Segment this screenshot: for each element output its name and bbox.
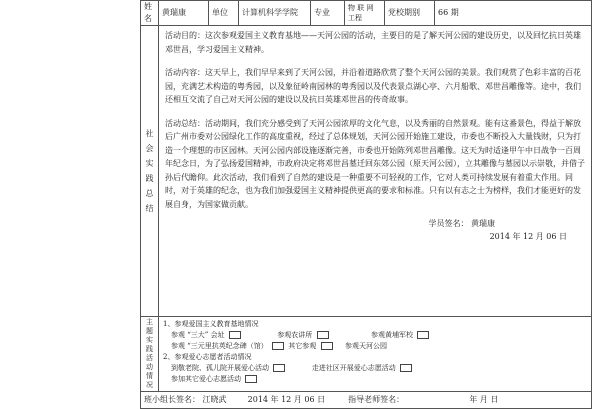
opt-sanyuanli-checkbox[interactable] <box>272 342 284 350</box>
teacher-label: 指导老师签名： <box>348 395 405 404</box>
leader-label: 班小组长签名： <box>144 395 200 404</box>
teacher-date: 年 月 日 <box>469 395 499 404</box>
item2-options-row2 <box>163 374 587 385</box>
section-char: 总 <box>145 189 154 198</box>
item2-title: 2、参观爱心志愿者活动情况 <box>163 353 252 361</box>
opt-nongjiang-label: 参观农讲所 <box>277 331 313 339</box>
leader-date: 2014 年 12 月 06 日 <box>247 395 326 404</box>
footer-cell <box>141 392 592 409</box>
theme-row <box>141 317 592 392</box>
opt-other-label: 其它参观 <box>288 342 317 350</box>
opt-sanda-label: 参观 “三大” 会址 <box>171 331 225 339</box>
section-char: 结 <box>145 204 154 213</box>
opt-sanda-checkbox[interactable] <box>229 331 241 339</box>
section-char: 践 <box>145 174 154 183</box>
opt-community-label: 走进社区开展爱心志愿活动 <box>311 364 396 372</box>
theme-char: 践 <box>146 345 153 353</box>
opt-huangpu-checkbox[interactable] <box>417 331 429 339</box>
content-paragraph: 活动内容：这天早上，我们早早来到了天河公园，并沿着道路欣赏了整个天河公园的美景。我们观赏了色彩丰富的百花园，充满艺术构造的粤秀园，以及象征岭南园林的粤秀园以及代表景点湖心亭、六月船歌、邓世昌雕像等。途中，我们还相互交流了自己对天河公园的建设以及抗日英雄邓世昌的传奇故事。 <box>165 68 581 104</box>
section-char: 实 <box>145 159 154 168</box>
section-char: 社 <box>145 129 154 138</box>
opt-elderly-label: 到敬老院、孤儿院开展爱心活动 <box>171 364 269 372</box>
opt-sanyuanli-label: 参观 “三元里抗英纪念碑（馆） <box>171 342 268 350</box>
leader-name: 江晓武 <box>202 395 227 404</box>
item1-options-row1 <box>163 330 587 341</box>
major-label: 专业 <box>311 1 345 26</box>
summary-paragraph: 活动总结：活动期间，我们充分感受到了天河公园浓厚的文化气息，以及秀丽的自然景观。能有这番景色，得益于解放后广州市委对公园绿化工作的高度重视，经过了总体规划，天河公园开始施工建设，市委也不断投入大量钱财，只为打造一个理想的市区园林。天河公园内部设施逐渐完善，市委也开始陈列邓世昌雕像。这天为时适逢甲午中日战争一百周年纪念日，为了弘扬爱国精神，市政府决定将邓世昌墓迁回东郊公园（原天河公园），立其雕像与墓园以示崇敬，并借子孙后代瞻仰。此次活动，我们看到了自然的建设是一种重要不可轻视的工作，它对人类可持续发展有着重大作用。同时，对于英雄的纪念，也为我们加强爱国主义精神提供更高的要求和标准。只有以有志之士为榜样，我们才能更好的发展自身，为国家做贡献。 <box>165 118 585 209</box>
theme-section-label <box>141 317 159 392</box>
unit-value: 计算机科学学院 <box>239 1 311 26</box>
opt-other-volunteer-checkbox[interactable] <box>245 375 257 383</box>
opt-huangpu-label: 参观黄埔军校 <box>371 331 414 339</box>
theme-char: 实 <box>146 336 153 344</box>
theme-char: 况 <box>146 381 153 389</box>
item1-options-row2 <box>163 341 587 352</box>
theme-char: 情 <box>146 372 153 380</box>
theme-char: 题 <box>146 327 153 335</box>
opt-community-checkbox[interactable] <box>400 364 412 372</box>
practice-report-sheet <box>140 0 591 404</box>
signature-date: 2014 年 12 月 06 日 <box>489 232 567 241</box>
report-body <box>159 26 592 317</box>
term-label: 党校期别 <box>385 1 435 26</box>
opt-nongjiang-checkbox[interactable] <box>317 331 329 339</box>
opt-elderly-checkbox[interactable] <box>273 364 285 372</box>
theme-content <box>159 317 592 392</box>
summary-row <box>141 26 592 317</box>
section-char: 会 <box>145 144 154 153</box>
opt-tianhe-label: 参观天河公园 <box>344 342 387 350</box>
header-row <box>141 1 592 26</box>
item2-options-row1 <box>163 363 587 374</box>
name-value: 黄瑞康 <box>159 1 209 26</box>
summary-section-label <box>141 26 159 317</box>
term-value: 66 期 <box>435 1 592 26</box>
opt-other-checkbox[interactable] <box>321 342 333 350</box>
major-value: 物 联 网 工程 <box>345 1 385 26</box>
purpose-paragraph: 活动目的：这次参观爱国主义教育基地——天河公园的活动，主要目的是了解天河公园的建设历史，以及回忆抗日英雄邓世昌，学习爱国主义精神。 <box>165 31 581 54</box>
name-label: 姓名 <box>141 1 159 26</box>
student-signature: 学员签名： 黄瑞康 <box>428 219 495 228</box>
item1-title: 1、参观爱国主义教育基地情况 <box>163 320 259 328</box>
footer-row <box>141 392 592 409</box>
theme-char: 主 <box>146 318 153 326</box>
opt-other-volunteer-label: 参加其它爱心志愿活动 <box>171 375 241 383</box>
theme-char: 活 <box>146 354 153 362</box>
theme-char: 动 <box>146 363 153 371</box>
report-form <box>140 0 592 409</box>
unit-label: 单位 <box>209 1 239 26</box>
